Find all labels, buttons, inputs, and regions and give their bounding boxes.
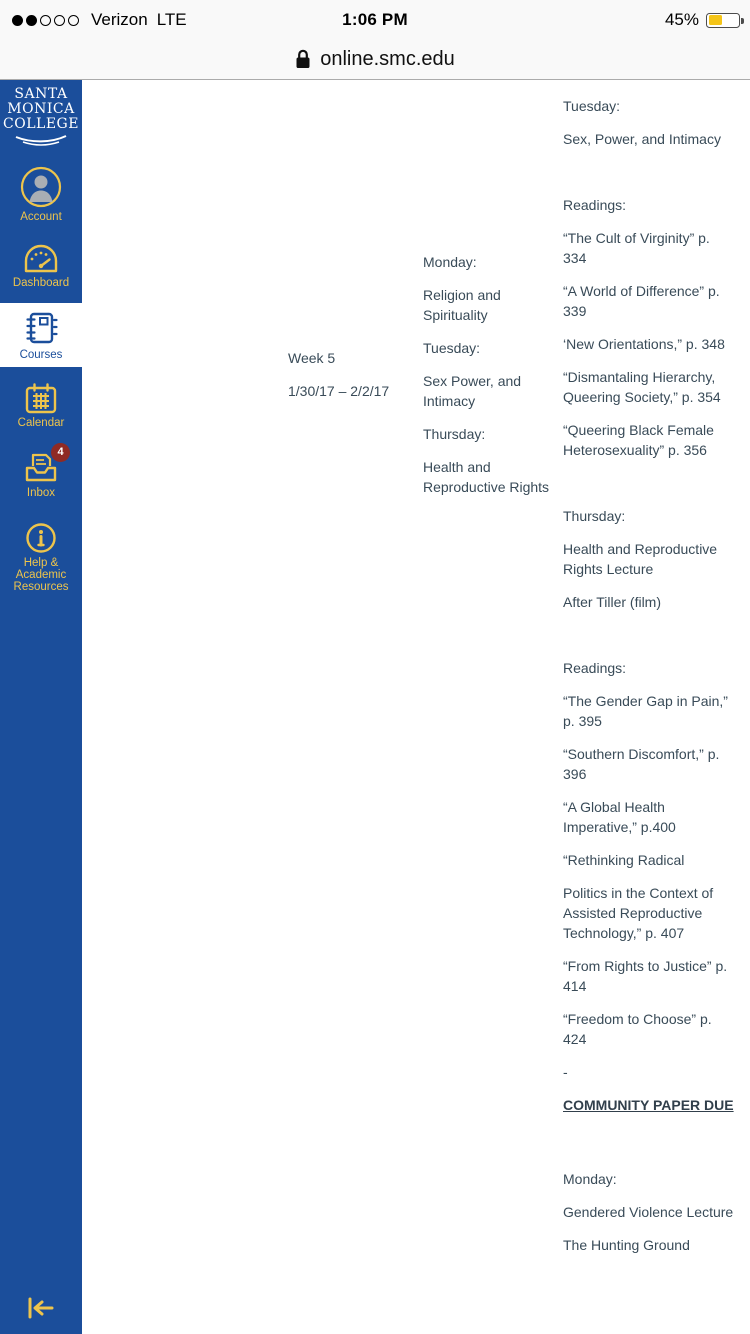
sidebar-item-courses[interactable] [0,303,82,367]
help-info-icon [25,522,57,554]
clock: 1:06 PM [342,10,408,29]
schedule-line: Sex Power, and Intimacy [423,373,522,409]
calendar-icon [24,382,58,414]
global-navigation-sidebar [0,80,82,1334]
battery-percent: 45% [664,10,699,29]
sidebar-item-label: Courses [19,349,63,361]
sidebar-item-label: Account [20,211,62,223]
schedule-line: Tuesday: [423,340,481,356]
carrier-label: Verizon [91,10,148,29]
collapse-arrow-icon [26,1297,56,1319]
schedule-line: Monday: [423,254,477,270]
browser-chrome [0,0,750,80]
url-text: online.smc.edu [320,48,455,70]
detail-line: After Tiller (film) [563,594,661,610]
week-cell [288,348,418,414]
address-bar[interactable] [0,40,750,79]
detail-line: Health and Reproductive Rights Lecture [563,541,718,577]
detail-line: “From Rights to Justice” p. 414 [563,958,728,994]
dashboard-gauge-icon [21,244,61,274]
smc-logo-line: MONICA [7,101,75,117]
network-label: LTE [156,10,187,29]
inbox-icon [23,446,64,484]
detail-line: Monday: [563,1171,617,1187]
detail-line: “Queering Black Female Heterosexuality” p. 356 [563,422,714,458]
sidebar-item-label: Inbox [26,487,56,499]
sidebar-item-dashboard[interactable] [0,237,82,295]
detail-line: ‘New Orientations,” p. 348 [563,336,725,352]
schedule-cell [423,252,555,510]
detail-line: “The Cult of Virginity” p. 334 [563,230,710,266]
sidebar-item-help[interactable] [0,515,82,599]
account-avatar-icon [20,166,62,208]
detail-line: Politics in the Context of Assisted Reproductive Technology,” p. 407 [563,885,714,941]
detail-line: The Hunting Ground [563,1237,690,1253]
sidebar-item-account[interactable] [0,159,82,229]
schedule-line: Health and Reproductive Rights [423,459,550,495]
detail-line[interactable]: COMMUNITY PAPER DUE [563,1097,734,1113]
detail-line: Readings: [563,197,627,213]
details-cell [563,96,737,1268]
battery-fill [709,15,722,25]
status-bar [0,0,750,40]
schedule-line: Religion and Spirituality [423,287,501,323]
sidebar-item-label: Help & Academic Resources [13,557,69,593]
smc-logo-line: COLLEGE [3,116,79,132]
smc-logo-line: SANTA [14,86,68,102]
smc-logo-swoosh [13,134,69,147]
battery-icon [706,13,740,28]
sidebar-item-label: Calendar [17,417,65,429]
sidebar-item-inbox[interactable] [0,443,82,505]
detail-line: “Dismantaling Hierarchy, Queering Society,” p. 354 [563,369,721,405]
detail-line: - [563,1064,568,1080]
smc-logo [1,80,81,149]
collapse-sidebar-button[interactable] [26,1297,56,1324]
detail-line: “Southern Discomfort,” p. 396 [563,746,720,782]
sidebar-item-label: Dashboard [12,277,70,289]
detail-line: “Freedom to Choose” p. 424 [563,1011,712,1047]
inbox-unread-badge: 4 [51,443,70,462]
week-title: Week 5 [288,350,336,366]
week-dates: 1/30/17 – 2/2/17 [288,383,390,399]
detail-line: “A Global Health Imperative,” p.400 [563,799,676,835]
detail-line: Sex, Power, and Intimacy [563,131,721,147]
schedule-line: Thursday: [423,426,486,442]
syllabus-content [82,80,750,1334]
detail-line: “The Gender Gap in Pain,” p. 395 [563,693,728,729]
sidebar-item-calendar[interactable] [0,375,82,435]
detail-line: “A World of Difference” p. 339 [563,283,720,319]
detail-line: Thursday: [563,508,626,524]
courses-notebook-icon [23,310,59,346]
lock-icon [295,49,311,70]
detail-line: Gendered Violence Lecture [563,1204,734,1220]
detail-line: Tuesday: [563,98,621,114]
detail-line: “Rethinking Radical [563,852,685,868]
detail-line: Readings: [563,660,627,676]
